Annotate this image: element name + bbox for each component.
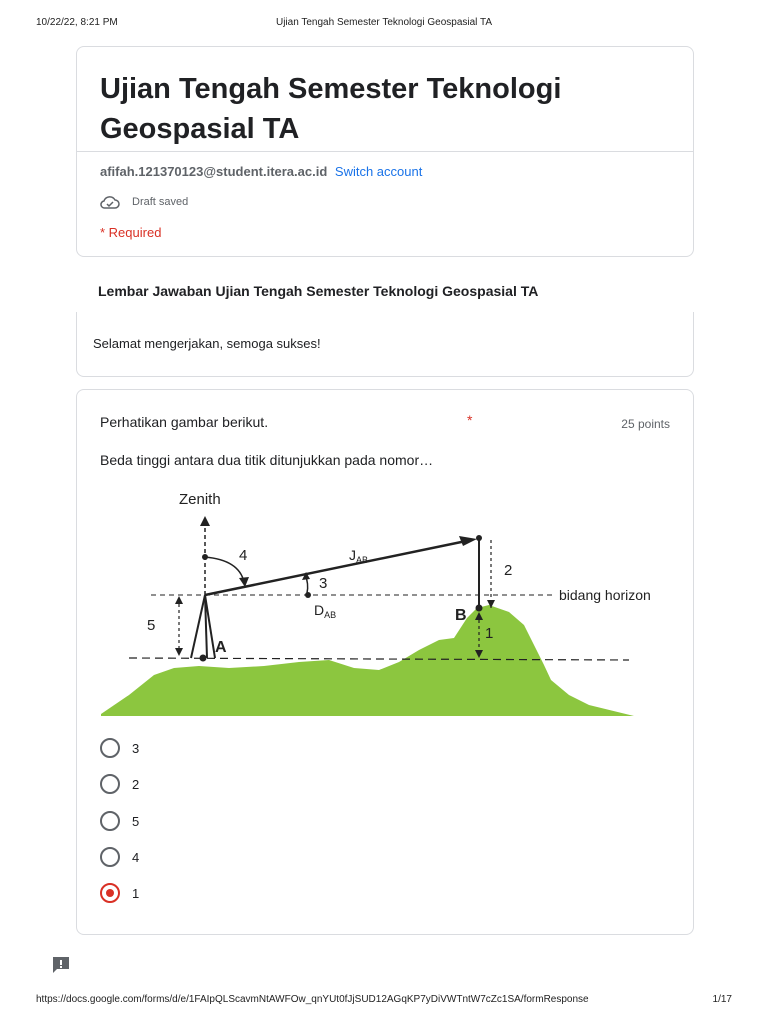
staff-top-point [476,535,482,541]
jab-sub: AB [356,555,369,565]
switch-account-link[interactable]: Switch account [334,164,423,179]
account-row [100,164,422,179]
option-5[interactable] [100,811,139,831]
label-1: 1 [485,625,494,642]
jab-arrowhead [459,536,477,546]
label-5: 5 [147,617,156,634]
print-page-number: 1/17 [712,994,732,1005]
account-email: afifah.121370123@student.itera.ac.id [100,164,328,179]
arrowhead [175,648,183,656]
required-note: * Required [100,225,162,240]
form-title: Ujian Tengah Semester Teknologi Geospasial TA [100,73,562,145]
divider [77,151,693,152]
radio-button[interactable] [100,847,120,867]
dab-point [305,592,311,598]
draft-status [100,195,188,209]
zenith-arrowhead [200,516,210,526]
question-card [76,389,694,935]
question-figure [99,490,669,730]
option-1[interactable] [100,883,139,903]
print-page-title: Ujian Tengah Semester Teknologi Geospasial TA [275,17,493,28]
tripod-leg [191,595,205,658]
jab-main: J [349,547,356,563]
section-description: Selamat mengerjakan, semoga sukses! [93,336,321,351]
radio-button[interactable] [100,738,120,758]
option-label: 1 [132,885,140,901]
print-datetime: 10/22/22, 8:21 PM [36,17,118,28]
draft-status-text: Draft saved [132,196,189,208]
label-3: 3 [319,575,328,592]
ground-shape [101,605,634,716]
radio-button-selected[interactable] [100,883,120,903]
radio-button[interactable] [100,774,120,794]
option-3[interactable] [100,738,139,758]
option-4[interactable] [100,847,139,867]
option-label: 3 [132,740,140,756]
feedback-icon[interactable] [51,955,71,975]
print-url: https://docs.google.com/forms/d/e/1FAIpQLScavmNtAWFOw_qnYUt0fJjSUD12AGqKP7yDiVWTntW7cZc1SA/formResponse [36,994,589,1005]
label-b: B [455,607,467,624]
label-a: A [215,639,227,656]
label-dab [314,602,336,620]
cloud-check-icon [100,195,120,209]
zenith-label: Zenith [179,491,221,508]
point-a [200,655,207,662]
label-4: 4 [239,547,248,564]
arrowhead [175,596,183,604]
option-label: 2 [132,776,140,792]
option-label: 4 [132,849,140,865]
label-2: 2 [504,562,513,579]
label-jab [349,547,368,565]
horizon-label: bidang horizon [559,587,651,603]
radio-button[interactable] [100,811,120,831]
point-b [476,605,483,612]
question-title: Perhatikan gambar berikut. [100,414,269,430]
dab-main: D [314,602,325,618]
section-description-card [76,312,694,377]
question-subtitle: Beda tinggi antara dua titik ditunjukkan pada nomor… [100,452,434,468]
dab-sub: AB [324,610,337,620]
required-asterisk: * [467,412,473,428]
form-title-card [76,46,694,257]
option-2[interactable] [100,774,139,794]
section-title: Lembar Jawaban Ujian Tengah Semester Teknologi Geospasial TA [98,283,539,299]
question-points: 25 points [621,417,670,431]
option-label: 5 [132,813,140,829]
